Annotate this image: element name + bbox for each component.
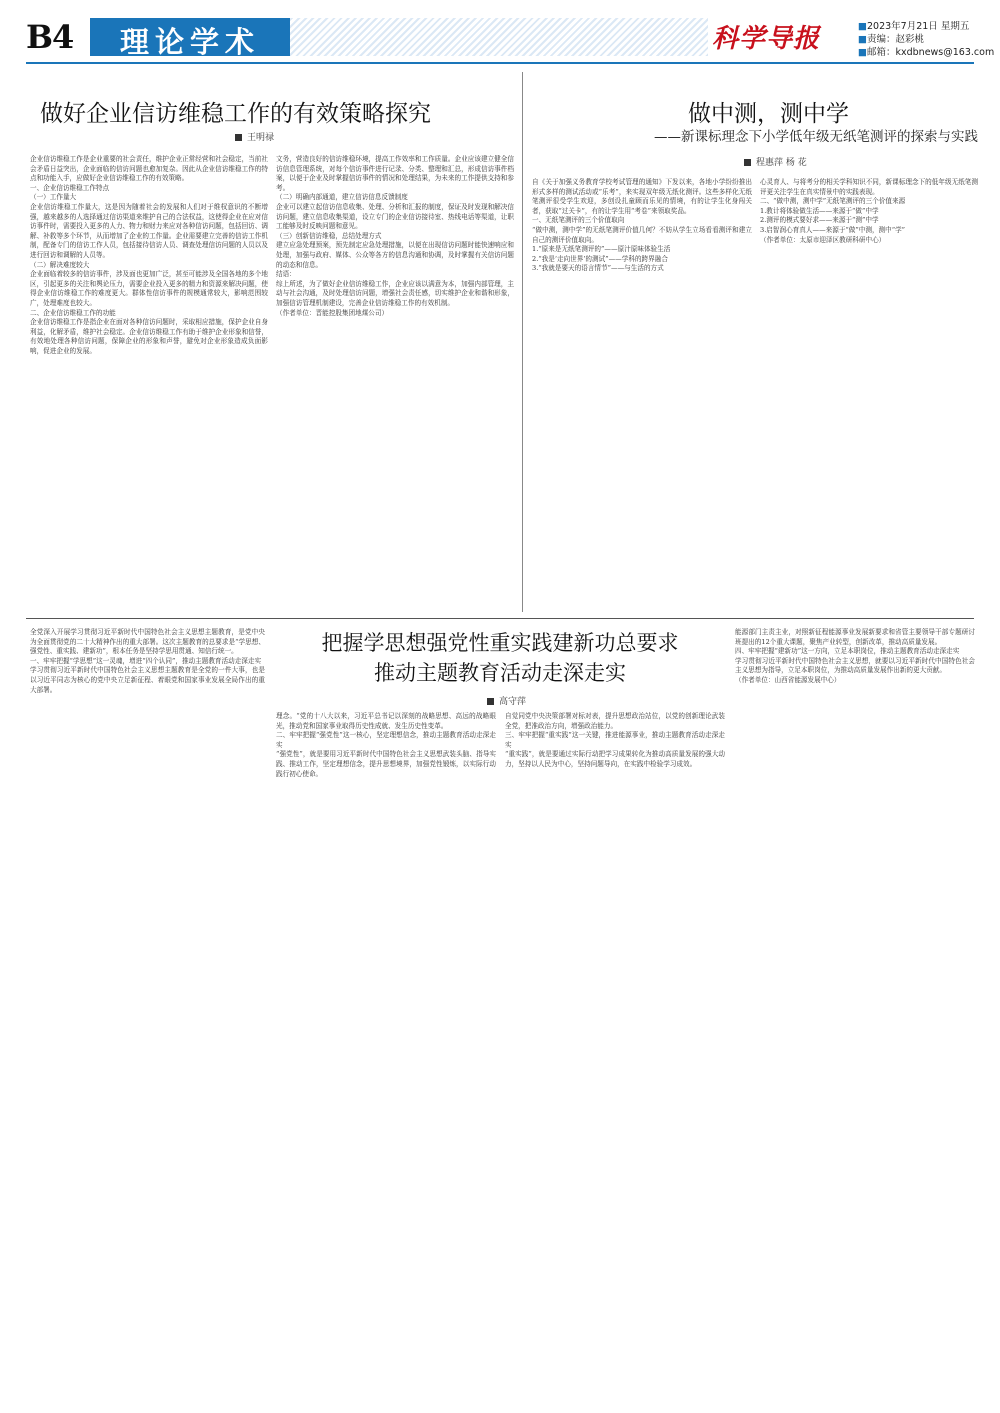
- editor-credit: ■责编：赵彩桃: [858, 34, 924, 45]
- article2-author: 程惠萍 杨 花: [744, 155, 807, 168]
- issue-date: ■2023年7月21日 星期五: [858, 21, 970, 32]
- newspaper-logo: 科学导报: [712, 24, 821, 54]
- article1-title: 做好企业信访维稳工作的有效策略探究: [40, 101, 431, 127]
- masthead-stripe: [290, 18, 708, 56]
- contact-email: ■邮箱：kxdbnews@163.com: [858, 47, 995, 58]
- section-banner: [90, 18, 290, 59]
- section-title: 理论学术: [119, 25, 260, 59]
- article1-column-2: 文务，营造良好的信访维稳环境，提高工作效率和工作质量。企业应该建立健全信访信息管理系统，对每个信访事件进行记录、分类、整理和汇总，形成信访事件档案，以便于企业及时掌握信访事件的情况和处理结果，为未来的工作提供支持和参考。 （二）明确内部通道，建立信访信息反馈制度 企业可以建立起信访信息收集、处理、分析和汇报的制度，保证及时发现和解决信访问题，建立信息收集渠道，设立专门的企业信访接待室、热线电话等渠道，让职工能够及时反映问题和意见。 （三）创新信访维稳，总结处理方式 建立应急处理预案，预先制定应急处理措施，以便在出现信访问题时能快速响应和处理，加强与政府、媒体、公众等各方的信息沟通和协调，及时掌握有关信访问题的动态和信息。 结语： 综上所述，为了做好企业信访维稳工作，企业应该以满意为本，加强内部管理，主动与社会沟通，及时处理信访问题，增强社会责任感，切实维护企业和谐和形象，加强信访管理机制建设，完善企业信访维稳工作的有效机制。 （作者单位：晋能控股集团地煤公司）: [276, 155, 514, 317]
- byline-marker-icon: [487, 698, 494, 705]
- article1-column-1: 企业信访维稳工作是企业重要的社会责任，维护企业正常经营和社会稳定，当前社会矛盾日益突出，企业面临的信访问题也愈加复杂。因此从企业信访维稳工作的特点和功能入手，应做好企业信访维稳工作的有效策略。 一、企业信访维稳工作特点 （一）工作量大 企业信访维稳工作量大，这是因为随着社会的发展和人们对于维权意识的不断增强，越来越多的人选择通过信访渠道来维护自己的合法权益，这使得企业在应对信访事件时，需要投入更多的人力、物力和财力来应对各种信访问题，包括回访、调解、补救等多个环节，从而增加了企业的工作量。企业需要建立完善的信访工作机制，配备专门的信访工作人员，包括接待信访人员、调查处理信访问题的人员以及进行回访和调解的人员等。 （二）解决难度较大 企业面临着较多的信访事件，涉及面也更加广泛，甚至可能涉及全国各地的多个地区，引起更多的关注和舆论压力，需要企业投入更多的精力和资源来解决问题，使得企业信访维稳工作的难度更大。群体性信访事件的规模通常较大，影响范围较广，处理难度也较大。 二、企业信访维稳工作的功能 企业信访维稳工作是指企业在面对各种信访问题时，采取相应措施，保护企业自身利益，化解矛盾，维护社会稳定。企业信访维稳工作有助于维护企业形象和信誉，有效地处理各种信访问题，保障企业的形象和声誉，避免对企业形象造成负面影响，促进企业的发展。: [30, 155, 268, 355]
- article3-column-1: 全党深入开展学习贯彻习近平新时代中国特色社会主义思想主题教育，是党中央为全面贯彻党的二十大精神作出的重大部署。这次主题教育的总要求是“学思想、强党性、重实践、建新功”，根本任务是坚持学思用贯通、知信行统一。 一、牢牢把握“学思想”这一灵魂，增进“四个认同”，推动主题教育活动走深走实 学习贯彻习近平新时代中国特色社会主义思想主题教育是全党的一件大事，也是以习近平同志为核心的党中央立足新征程、着眼党和国家事业发展全局作出的重大部署。: [30, 628, 265, 694]
- masthead-info: [858, 20, 994, 59]
- article1-author: 王明禄: [235, 130, 274, 143]
- article2-title: 做中测，测中学: [688, 101, 849, 127]
- article3-title-line1: 把握学思想强党性重实践建新功总要求: [321, 631, 679, 655]
- article2-subtitle: ——新课标理念下小学低年级无纸笔测评的探索与实践: [654, 129, 978, 145]
- article2-column-2: 心灵育人、与将考分的相关学科知识不同，新课标理念下的低年级无纸笔测评更关注学生在真实情景中的实践表现。 二、“做中测，测中学”无纸笔测评的三个价值来源 1.教计将体验做生活——来源于“做”中学 2.测评的模式要好求——来源于“测”中学 3.启智润心育真人——来源于“做”中测，测中“学” （作者单位：太原市迎泽区教研科研中心）: [760, 178, 978, 244]
- article3-column-3: 自觉同党中央决策部署对标对表，提升思想政治站位，以党的创新理论武装全党，把准政治方向，增强政治能力。 三、牢牢把握“重实践”这一关键，推进能源事业，推动主题教育活动走深走实 “重实践”，就是要通过实际行动把学习成果转化为推动高质量发展的强大动力，坚持以人民为中心，坚持问题导向，在实践中检验学习成效。: [505, 712, 725, 768]
- article3-column-2: 理念。“党的十八大以来，习近平总书记以深刻的战略思想、高远的战略眼光，推动党和国家事业取得历史性成就、发生历史性变革。 二、牢牢把握“强党性”这一核心，坚定理想信念，推动主题教育活动走深走实 “强党性”，就是要用习近平新时代中国特色社会主义思想武装头脑、指导实践、推动工作，坚定理想信念，提升思想境界，加强党性锻炼，以实际行动践行初心使命。: [276, 712, 496, 778]
- article3-title-line2: 推动主题教育活动走深走实: [374, 661, 626, 685]
- page-number: B4: [26, 18, 74, 56]
- article2-column-1: 自《关于加强义务教育学校考试管理的通知》下发以来，各地小学纷纷推出形式多样的测试活动或“乐考”，来实现双年级无纸化测评。这些多样化无纸笔测评很受学生欢迎，多创设扎童顾而乐见的情境，有的让学生化身闯关者，获取“过关卡”，有的让学生用“考卷”来领取奖品。 一、无纸笔测评的三个价值取向 “做中测，测中学”的无纸笔测评价值几何？不妨从学生立场看看测评和建立自己的测评价值取向。 1.“原来是无纸笔测评的”——原汁原味体验生活 2.“我是‘走向世界’的测试”——学科的跨界融合 3.“我就是要天的语言情节”——与生活的方式: [532, 178, 752, 273]
- article3-title-block: [275, 628, 725, 688]
- article3-author: 高守萍: [487, 694, 526, 707]
- byline-marker-icon: [235, 134, 242, 141]
- masthead-rule: [26, 62, 974, 64]
- byline-marker-icon: [744, 159, 751, 166]
- vertical-divider: [522, 72, 523, 612]
- article3-column-4: 能源部门主责主业，对照新征程能源事业发展新要求和省管主要领导干部专题研讨班提出的12个重大课题，聚焦产业转型，创新改革，推动高质量发展。 四、牢牢把握“建新功”这一方向，立足本职岗位，推动主题教育活动走深走实 学习贯彻习近平新时代中国特色社会主义思想，就要以习近平新时代中国特色社会主义思想为指导，立足本职岗位，为推动高质量发展作出新的更大贡献。 （作者单位：山西省能源发展中心）: [735, 628, 975, 684]
- section-divider: [26, 618, 974, 619]
